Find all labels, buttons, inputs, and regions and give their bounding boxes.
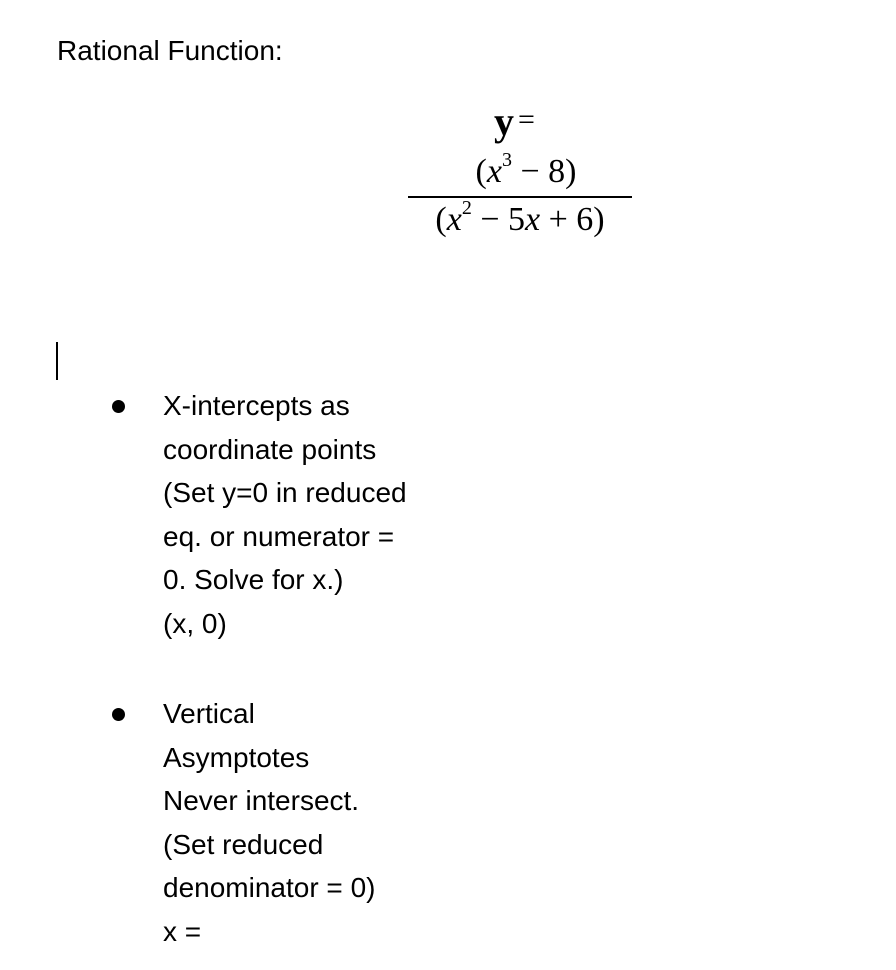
numerator-var: x: [486, 153, 502, 190]
list-item-line: (Set y=0 in reduced: [163, 477, 407, 508]
list-item-line: (x, 0): [163, 607, 227, 639]
equation-equals: =: [518, 103, 535, 136]
denominator-mid: − 5: [471, 201, 525, 238]
list-item-line: Asymptotes: [163, 741, 310, 773]
list-item-line: 0. Solve for x.): [163, 564, 344, 595]
denominator-var2: x: [525, 201, 541, 238]
list-item-line: eq. or numerator =: [163, 520, 395, 552]
list-item: [163, 384, 407, 645]
denominator-exponent: 2: [461, 196, 472, 219]
list-item-line: (Set reduced: [163, 828, 324, 860]
list-item-line: X-intercepts as: [163, 390, 350, 421]
denominator-var: x: [446, 201, 462, 238]
denominator-open: (: [435, 201, 447, 238]
numerator-open: (: [475, 153, 487, 190]
list-item-line: denominator = 0): [163, 872, 376, 903]
equation-y: y: [494, 99, 514, 144]
list-item-line: Vertical: [163, 698, 255, 729]
list-item-line: Never intersect.: [163, 785, 360, 816]
numerator-rest: − 8): [511, 153, 577, 190]
numerator-exponent: 3: [501, 148, 512, 171]
list-item-line: coordinate points: [163, 433, 377, 465]
page-title: Rational Function:: [57, 35, 283, 66]
list-item: [163, 692, 375, 953]
equation-lhs: [494, 100, 535, 148]
equation-fraction: [404, 150, 636, 242]
bullet-icon: [112, 400, 125, 413]
text-cursor[interactable]: [56, 342, 58, 380]
equation-denominator: [404, 198, 636, 242]
list-item-line: x =: [163, 915, 202, 947]
equation-numerator: [404, 150, 636, 194]
bullet-icon: [112, 708, 125, 721]
denominator-rest: + 6): [540, 201, 605, 238]
